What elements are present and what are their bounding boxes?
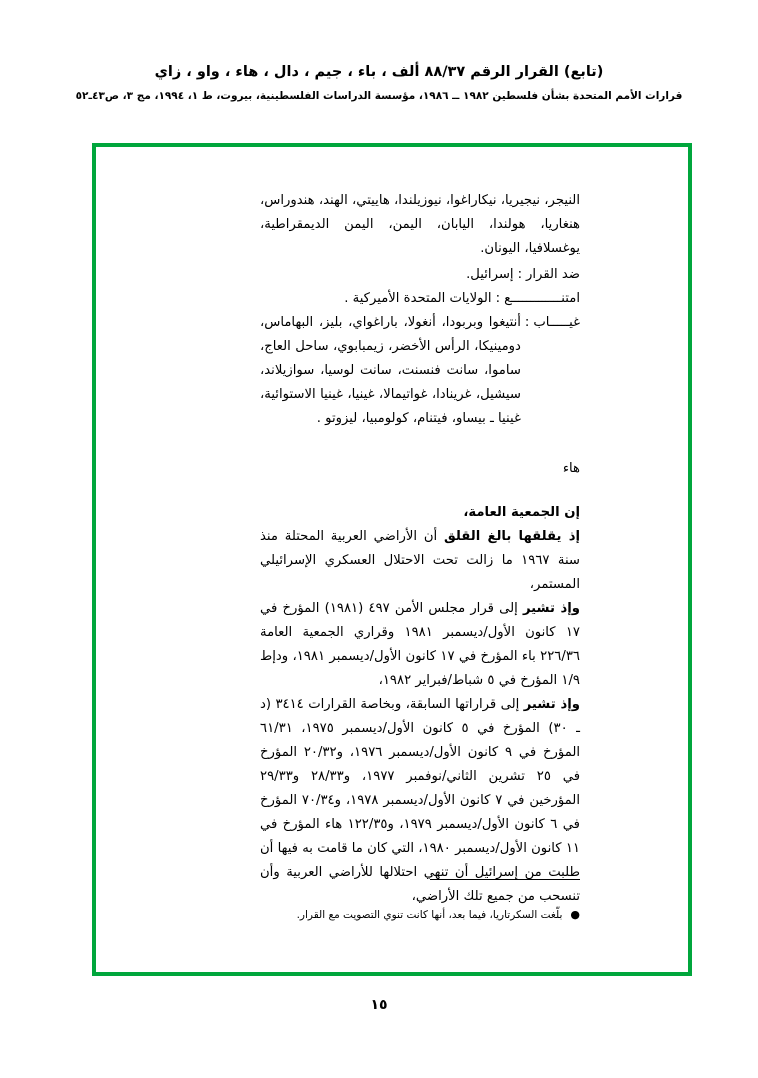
vote-label-abstained: امتنـــــــــــــع (504, 291, 580, 307)
vote-row-against (260, 263, 580, 287)
preamble-paragraph-1 (260, 525, 580, 597)
preamble-lead-1: إذ يقلقها بالغ القلق (444, 529, 580, 545)
vote-row-absent (260, 311, 580, 431)
preamble-paragraph-3 (260, 693, 580, 909)
footnote (250, 907, 580, 924)
vote-colon: : (517, 267, 523, 283)
preamble-lead-2: وإذ تشير (522, 601, 580, 617)
page-header-title: (تابع) القرار الرقم ٨٨/٣٧ ألف ، باء ، جيم ، دال ، هاء ، واو ، زاي (154, 64, 604, 80)
preamble-text-2: إلى قرار مجلس الأمن ٤٩٧ (١٩٨١) المؤرخ في ١٧ كانون الأول/ديسمبر ١٩٨١ وقراري الجمعية العامة ٢٢٦/٣٦ باء المؤرخ في ١٧ كانون الأول/ديسمبر ١٩٨١، ودإط ١/٩ المؤرخ في ٥ شباط/فبراير ١٩٨٢، (260, 601, 580, 689)
vote-label-absent: غيـــــاب (533, 315, 580, 331)
document-body (260, 189, 580, 909)
vote-results (260, 263, 580, 431)
content-frame (92, 143, 692, 976)
vote-label-against: ضد القرار (526, 267, 580, 283)
bullet-icon: ● (570, 908, 580, 922)
vote-colon: : (495, 291, 501, 307)
countries-list-continued: النيجر، نيجيريا، نيكاراغوا، نيوزيلندا، هاييتي، الهند، هندوراس، هنغاريا، هولندا، اليابان، اليمن، اليمن الديمقراطية، يوغسلافيا، اليونان. (260, 193, 580, 257)
preamble-text-1: أن الأراضي العربية المحتلة منذ سنة ١٩٦٧ ما زالت تحت الاحتلال العسكري الإسرائيلي المستمر، (260, 529, 580, 593)
section-letter: هاء (562, 461, 580, 477)
page-header-subtitle: قرارات الأمم المتحدة بشأن فلسطين ١٩٨٢ ــ ١٩٨٦، مؤسسة الدراسات الفلسطينية، بيروت، ط ١، ١٩٩٤، مج ٣، ص٤٣ـ٥٢ (75, 90, 683, 103)
page-number: ١٥ (370, 997, 388, 1013)
vote-value-against: إسرائيل. (466, 267, 514, 283)
footnote-separator (430, 879, 580, 880)
vote-value-absent: أنتيغوا وبربودا، أنغولا، باراغواي، بليز، البهاماس، دومينيكا، الرأس الأخضر، زيمبابوي، ساحل العاج، ساموا، سانت فنسنت، سانت لوسيا، سوازيلاند، سيشيل، غرينادا، غواتيمالا، غينيا، غينيا الاستوائية، غينيا ـ بيساو، فيتنام، كولومبيا، ليزوتو . (260, 315, 521, 427)
preamble-text-3: إلى قراراتها السابقة، وبخاصة القرارات ٣٤١٤ (د ـ ٣٠) المؤرخ في ٥ كانون الأول/ديسمبر ١٩٧٥، ٦١/٣١ المؤرخ في ٩ كانون الأول/ديسمبر ١٩٧٦، و٢٠/٣٢ المؤرخ في ٢٥ تشرين الثاني/نوفمبر ١٩٧٧، و٢٨/٣٣ و٢٩/٣٣ المؤرخين في ٧ كانون الأول/ديسمبر ١٩٧٨، و٧٠/٣٤ المؤرخ في ٦ كانون الأول/ديسمبر ١٩٧٩، و١٢٢/٣٥ هاء المؤرخ في ١١ كانون الأول/ديسمبر ١٩٨٠، التي كان ما قامت به فيها أن طلبت من إسرائيل أن تنهي احتلالها للأراضي العربية وأن تنسحب من جميع تلك الأراضي، (260, 697, 581, 905)
preamble-paragraph-2 (260, 597, 580, 693)
vote-row-abstained (260, 287, 580, 311)
page-header (0, 62, 758, 104)
footnote-text: بلّغت السكرتاريا، فيما بعد، أنها كانت تنوي التصويت مع القرار. (296, 909, 563, 922)
opening-clause: إن الجمعية العامة، (463, 505, 580, 521)
vote-colon: : (524, 315, 530, 331)
vote-value-abstained: الولايات المتحدة الأميركية . (344, 291, 492, 307)
preamble-lead-3: وإذ تشير (523, 697, 580, 713)
